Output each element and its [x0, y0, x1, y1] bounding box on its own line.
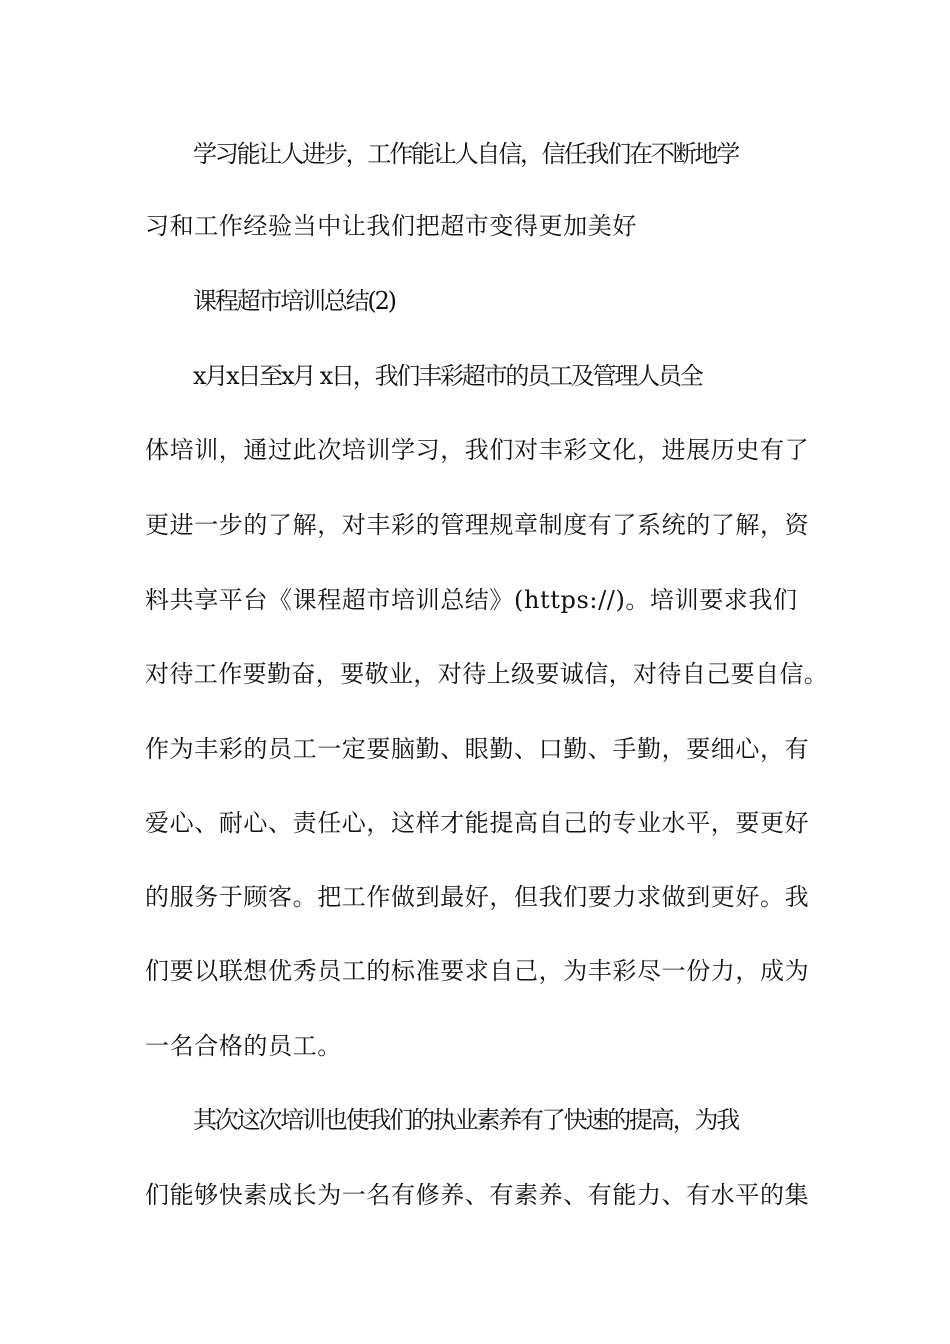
- paragraph-line: 习和工作经验当中让我们把超市变得更加美好: [145, 212, 637, 240]
- paragraph-line: x月x日至x月 x日，我们丰彩超市的员工及管理人员全: [193, 362, 702, 390]
- paragraph-line: 们能够快素成长为一名有修养、有素养、有能力、有水平的集: [145, 1181, 810, 1209]
- paragraph-line: 料共享平台《课程超市培训总结》(https://)。培训要求我们: [145, 586, 798, 614]
- paragraph-line: 爱心、耐心、责任心，这样才能提高自己的专业水平，要更好: [145, 809, 810, 837]
- paragraph-line: 的服务于顾客。把工作做到最好，但我们要力求做到更好。我: [145, 883, 810, 911]
- paragraph-line: 作为丰彩的员工一定要脑勤、眼勤、口勤、手勤，要细心，有: [145, 735, 810, 763]
- paragraph-line: 更进一步的了解，对丰彩的管理规章制度有了系统的了解，资: [145, 511, 810, 539]
- paragraph-line: 学习能让人进步，工作能让人自信，信任我们在不断地学: [193, 140, 738, 168]
- paragraph-line: 们要以联想优秀员工的标准要求自己，为丰彩尽一份力，成为: [145, 957, 810, 985]
- section-heading: 课程超市培训总结(2): [193, 287, 395, 315]
- paragraph-line: 其次这次培训也使我们的执业素养有了快速的提高，为我: [193, 1106, 738, 1134]
- paragraph-line: 体培训，通过此次培训学习，我们对丰彩文化，进展历史有了: [145, 436, 810, 464]
- paragraph-line: 一名合格的员工。: [145, 1032, 342, 1060]
- paragraph-line: 对待工作要勤奋，要敬业，对待上级要诚信，对待自己要自信。: [145, 660, 829, 688]
